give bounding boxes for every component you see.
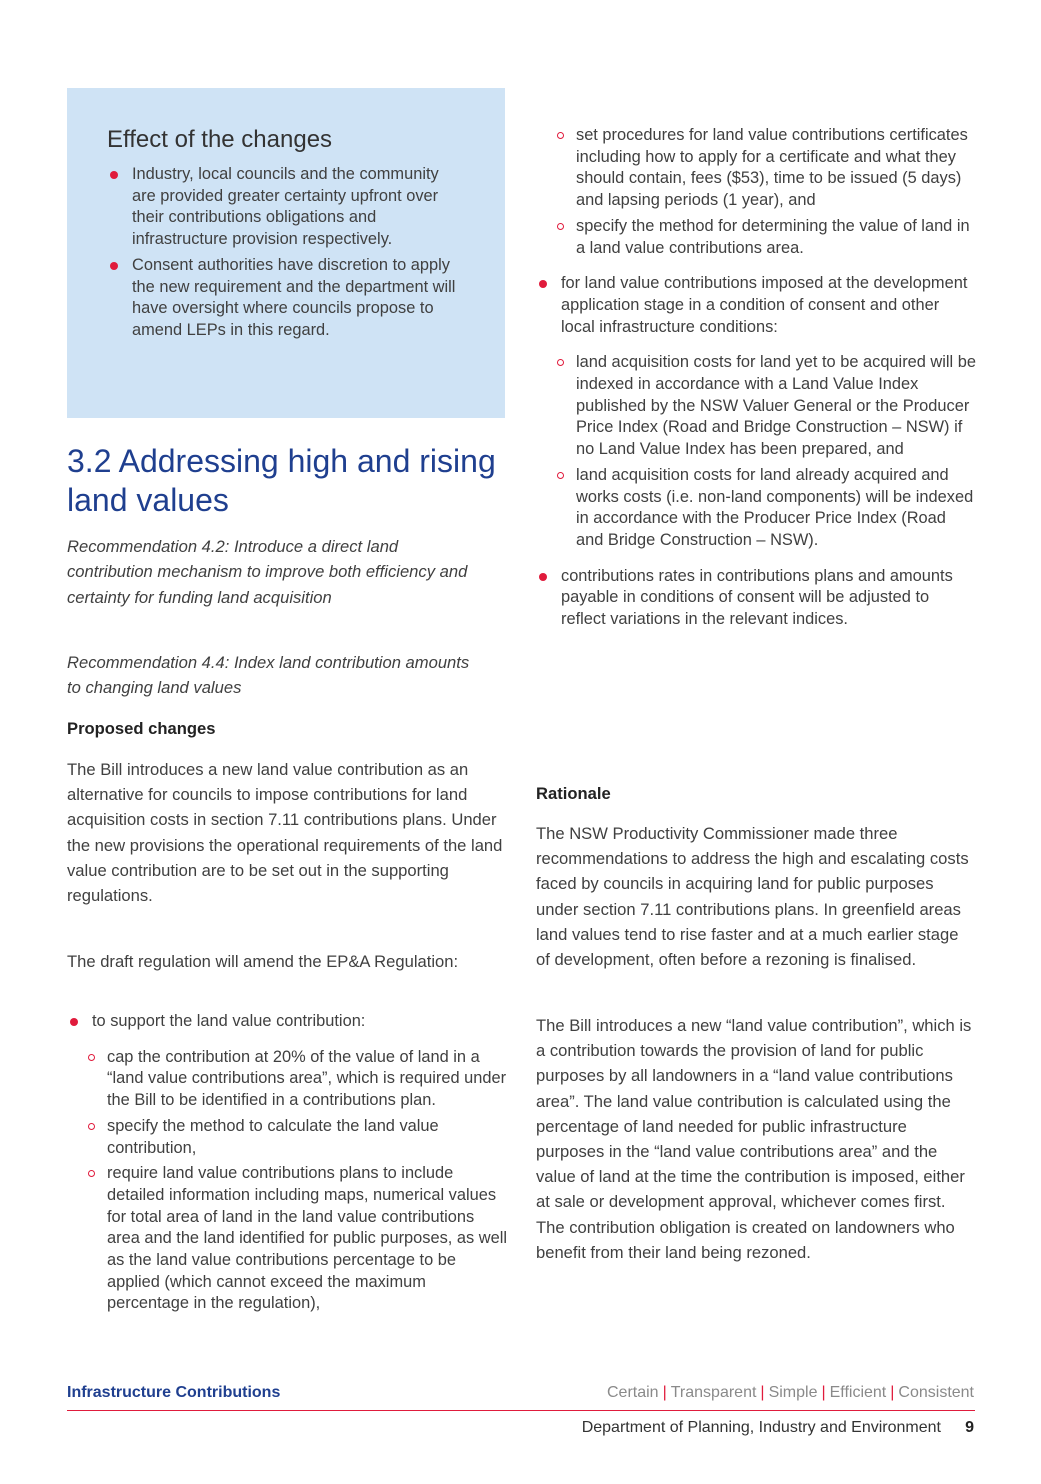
effect-of-changes-box — [67, 88, 505, 418]
list-item: specify the method to calculate the land value contribution, — [67, 1116, 507, 1159]
footer-separator: | — [760, 1384, 765, 1401]
effect-bullets — [107, 164, 465, 342]
regulation-bullets — [67, 1011, 507, 1033]
footer-values — [607, 1384, 974, 1402]
indexation-bullets — [536, 273, 976, 338]
list-item: Consent authorities have discretion to apply the new requirement and the department will have oversight where councils propose to amend LEPs in this regard. — [107, 255, 465, 342]
list-item: cap the contribution at 20% of the value of land in a “land value contributions area”, which is required under the Bill to be identified in a contributions plan. — [67, 1047, 507, 1112]
footer-value: Consistent — [898, 1384, 974, 1401]
footer-separator: | — [890, 1384, 895, 1401]
list-item: land acquisition costs for land already acquired and works costs (i.e. non-land components) will be indexed in accordance with the Producer Price Index (Road and Bridge Construction – NSW). — [536, 465, 976, 552]
footer-separator: | — [821, 1384, 826, 1401]
list-item: require land value contributions plans to include detailed information including maps, numerical values for total area of land in the land value contributions area and the land identified for public purposes, as well as the land value contributions percentage to be applied (which cannot exceed the maximum percentage in the regulation), — [67, 1163, 507, 1315]
list-item: land acquisition costs for land yet to be acquired will be indexed in accordance with a Land Value Index published by the NSW Valuer General or the Producer Price Index (Road and Bridge Construction – NSW) if no Land Value Index has been prepared, and — [536, 352, 976, 461]
footer-separator: | — [662, 1384, 667, 1401]
proposed-changes-heading: Proposed changes — [67, 719, 216, 738]
page-number: 9 — [965, 1419, 974, 1436]
list-item: for land value contributions imposed at the development application stage in a condition of consent and other local infrastructure conditions: — [536, 273, 976, 338]
list-item: specify the method for determining the value of land in a land value contributions area. — [536, 216, 976, 259]
rationale-paragraph-2: The Bill introduces a new “land value contribution”, which is a contribution towards the provision of land for public purposes by all landowners in a “land value contributions area”. The land value contribution is calculated using the percentage of land needed for public infrastructure purposes in the “land value contributions area” and the value of land at the time the contribution is imposed, either at sale or development approval, whichever comes first. The contribution obligation is created on landowners who benefit from their land being rezoned. — [536, 1016, 972, 1262]
list-item: Industry, local councils and the community are provided greater certainty upfront over their contributions obligations and infrastructure provision respectively. — [107, 164, 465, 251]
regulation-sub-bullets-continued — [536, 125, 976, 259]
recommendation-4-4: Recommendation 4.4: Index land contribution amounts to changing land values — [67, 653, 470, 698]
footer-value: Efficient — [829, 1384, 887, 1401]
regulation-list-continued — [536, 125, 976, 635]
section-heading: 3.2 Addressing high and rising land values — [67, 443, 496, 518]
proposed-paragraph-2: The draft regulation will amend the EP&A Regulation: — [67, 952, 459, 971]
rationale-paragraph-1: The NSW Productivity Commissioner made three recommendations to address the high and escalating costs faced by councils in acquiring land for public purposes under section 7.11 contributions plans. In greenfield areas land values tend to rise faster and at a much earlier stage of development, often before a rezoning is finalised. — [536, 824, 969, 970]
footer-title: Infrastructure Contributions — [67, 1384, 281, 1401]
rationale-heading: Rationale — [536, 784, 611, 803]
footer-value: Transparent — [670, 1384, 757, 1401]
footer-department: Department of Planning, Industry and Environment — [581, 1419, 941, 1436]
footer-value: Certain — [607, 1384, 659, 1401]
list-item: contributions rates in contributions plans and amounts payable in conditions of consent will be adjusted to reflect variations in the relevant indices. — [536, 566, 976, 631]
recommendation-4-2: Recommendation 4.2: Introduce a direct land contribution mechanism to improve both efficiency and certainty for funding land acquisition — [67, 537, 468, 607]
list-item: set procedures for land value contributions certificates including how to apply for a certificate and what they should contain, fees ($53), time to be issued (5 days) and lapsing periods (1 year), and — [536, 125, 976, 212]
regulation-sub-bullets — [67, 1047, 507, 1315]
indexation-sub-bullets — [536, 352, 976, 551]
adjustment-bullets — [536, 566, 976, 631]
regulation-list — [67, 1011, 507, 1319]
effect-title: Effect of the changes — [107, 126, 333, 153]
list-item: to support the land value contribution: — [67, 1011, 507, 1033]
footer-value: Simple — [768, 1384, 818, 1401]
proposed-paragraph-1: The Bill introduces a new land value contribution as an alternative for councils to impose contributions for land acquisition costs in section 7.11 contributions plans. Under the new provisions the operational requirements of the land value contribution are to be set out in the supporting regulations. — [67, 760, 503, 906]
footer-divider — [67, 1410, 975, 1411]
